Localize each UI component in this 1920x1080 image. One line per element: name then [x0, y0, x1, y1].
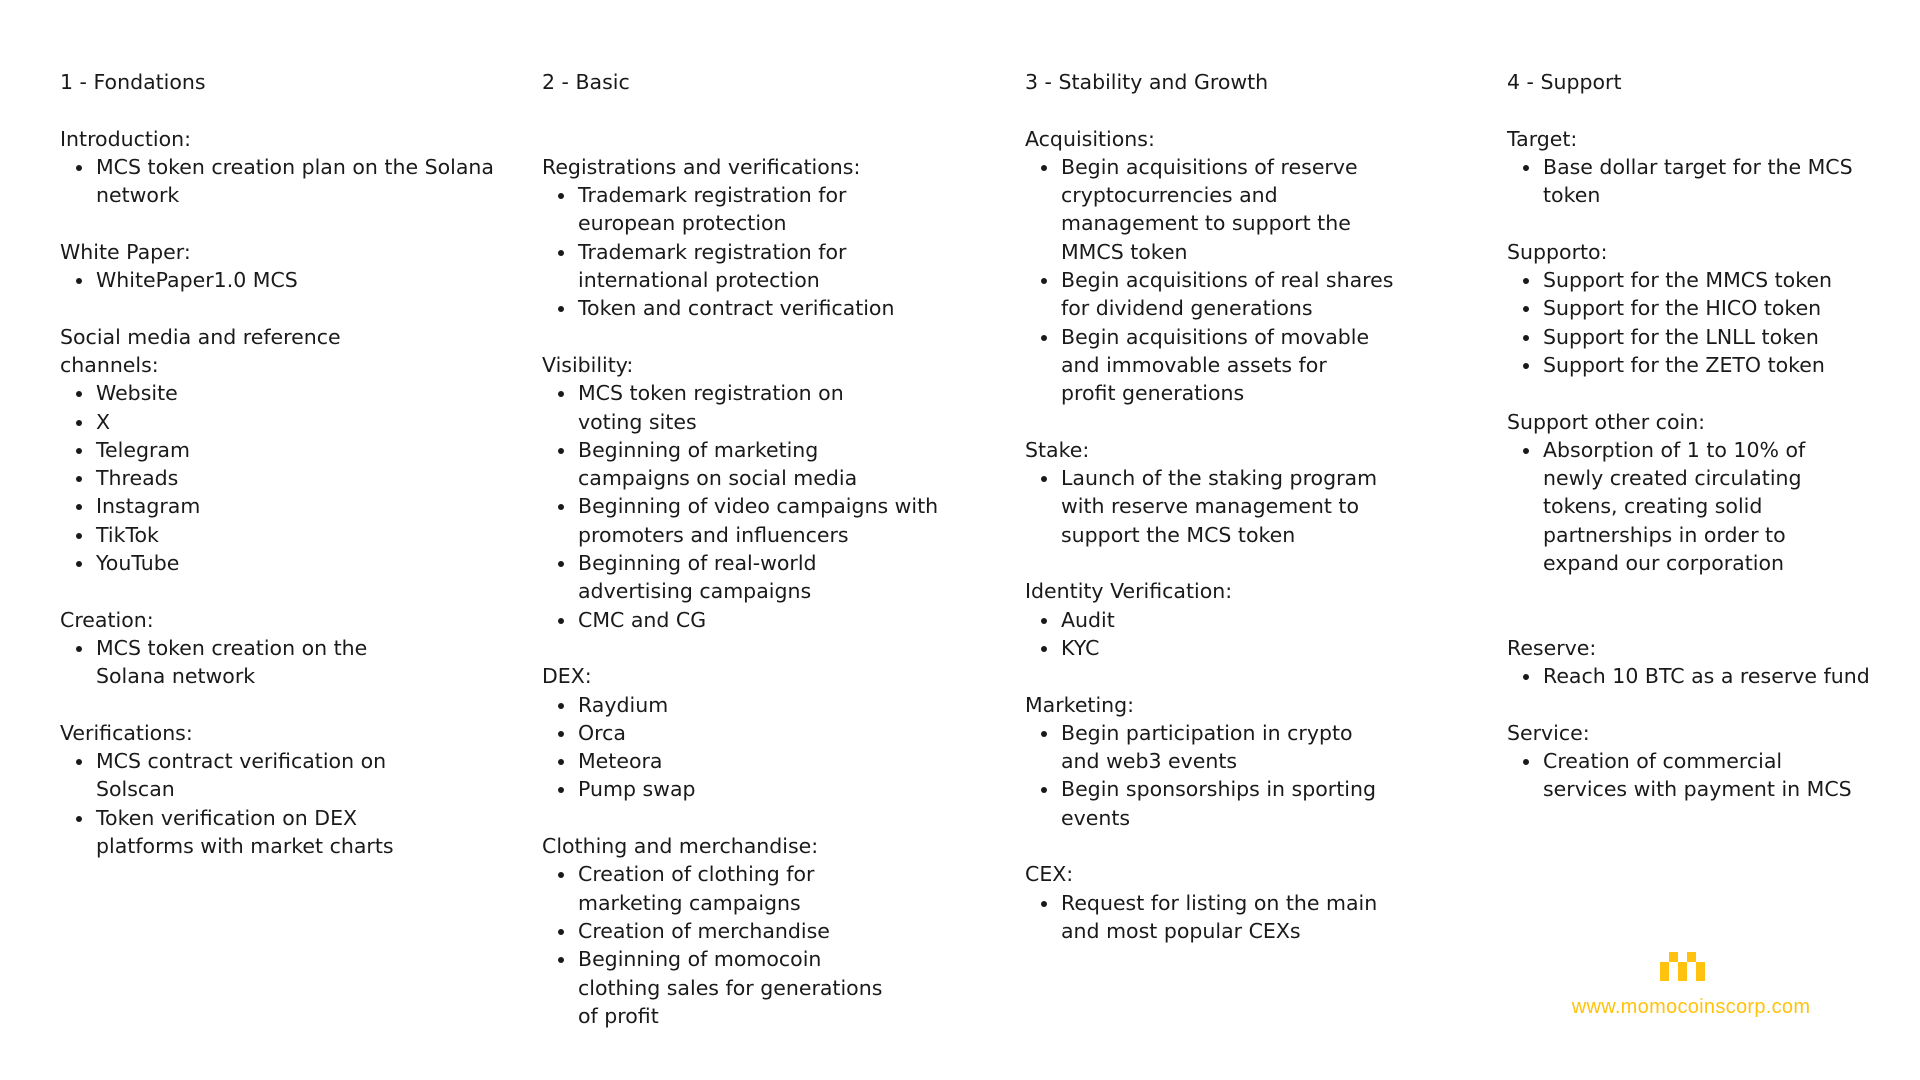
list-item: Creation of merchandise	[578, 917, 982, 945]
list-item: Creation of clothing for marketing campaigns	[578, 860, 848, 917]
section-creation	[60, 606, 500, 691]
list-item: Beginning of real-world advertising campaigns	[578, 549, 878, 606]
list-item: Support for the MMCS token	[1543, 266, 1920, 294]
list-item: YouTube	[96, 549, 390, 577]
list-item: Raydium	[578, 691, 982, 719]
section-heading: Introduction:	[60, 126, 192, 151]
section-heading: Clothing and merchandise:	[542, 834, 819, 859]
section-acquisitions	[1025, 125, 1465, 408]
section-heading: DEX:	[542, 664, 592, 689]
section-heading: Visibility:	[542, 352, 634, 377]
list-item: Base dollar target for the MCS token	[1543, 153, 1873, 210]
section-marketing	[1025, 691, 1465, 832]
list-item: Pump swap	[578, 775, 982, 803]
list-item: TikTok	[96, 521, 390, 549]
list-item: Begin acquisitions of movable and immovable assets for profit generations	[1061, 323, 1381, 408]
list-item: Trademark registration for international protection	[578, 238, 868, 295]
list-item: KYC	[1061, 634, 1465, 662]
list-item: CMC and CG	[578, 606, 982, 634]
section-heading: White Paper:	[60, 239, 191, 264]
section-heading: Social media and reference channels:	[60, 324, 341, 377]
list-item: Trademark registration for european protection	[578, 181, 868, 238]
list-item: Orca	[578, 719, 982, 747]
list-item: Begin acquisitions of reserve cryptocurrencies and management to support the MMCS token	[1061, 153, 1361, 266]
column-title: 4 - Support	[1507, 70, 1622, 94]
section-target	[1507, 125, 1920, 210]
column-support	[1507, 68, 1920, 804]
section-heading: Supporto:	[1507, 239, 1608, 264]
section-service	[1507, 719, 1920, 804]
list-item: MCS token creation on the Solana network	[96, 634, 396, 691]
list-item: MCS token creation plan on the Solana network	[96, 153, 500, 210]
section-cex	[1025, 860, 1465, 945]
section-social-media	[60, 323, 390, 578]
list-item: Request for listing on the main and most popular CEXs	[1061, 889, 1401, 946]
list-item: Creation of commercial services with payment in MCS	[1543, 747, 1863, 804]
list-item: Instagram	[96, 492, 390, 520]
list-item: MCS token registration on voting sites	[578, 379, 868, 436]
list-item: Reach 10 BTC as a reserve fund	[1543, 662, 1920, 690]
section-verifications	[60, 719, 500, 860]
list-item: Support for the LNLL token	[1543, 323, 1920, 351]
list-item: Beginning of video campaigns with promoters and influencers	[578, 492, 948, 549]
section-heading: Verifications:	[60, 720, 193, 745]
section-white-paper	[60, 238, 500, 295]
list-item: Audit	[1061, 606, 1465, 634]
list-item: WhitePaper1.0 MCS	[96, 266, 500, 294]
list-item: Begin participation in crypto and web3 events	[1061, 719, 1381, 776]
list-item: Token verification on DEX platforms with market charts	[96, 804, 426, 861]
column-title: 3 - Stability and Growth	[1025, 70, 1269, 94]
section-stake	[1025, 436, 1465, 549]
list-item: Token and contract verification	[578, 294, 982, 322]
list-item: Begin sponsorships in sporting events	[1061, 775, 1401, 832]
section-heading: Identity Verification:	[1025, 579, 1233, 604]
section-heading: Support other coin:	[1507, 409, 1706, 434]
section-support-other-coin	[1507, 408, 1920, 578]
section-heading: Marketing:	[1025, 692, 1135, 717]
website-link[interactable]: www.momocoinscorp.com	[1571, 996, 1811, 1018]
list-item: Launch of the staking program with reserve management to support the MCS token	[1061, 464, 1391, 549]
section-heading: Acquisitions:	[1025, 126, 1155, 151]
column-title: 2 - Basic	[542, 70, 630, 94]
column-stability-growth	[1025, 68, 1465, 945]
section-heading: Stake:	[1025, 437, 1090, 462]
section-reserve	[1507, 634, 1920, 691]
section-identity-verification	[1025, 577, 1465, 662]
list-item: Support for the HICO token	[1543, 294, 1920, 322]
section-supporto	[1507, 238, 1920, 379]
section-heading: CEX:	[1025, 862, 1074, 887]
column-title: 1 - Fondations	[60, 70, 206, 94]
list-item: Threads	[96, 464, 390, 492]
list-item: Begin acquisitions of real shares for dividend generations	[1061, 266, 1401, 323]
list-item: MCS contract verification on Solscan	[96, 747, 426, 804]
section-registrations	[542, 153, 982, 323]
list-item: Beginning of momocoin clothing sales for generations of profit	[578, 945, 908, 1030]
momocoin-logo-icon	[1660, 952, 1706, 981]
section-introduction	[60, 125, 500, 210]
list-item: X	[96, 408, 390, 436]
section-heading: Registrations and verifications:	[542, 154, 861, 179]
list-item: Telegram	[96, 436, 390, 464]
section-heading: Service:	[1507, 720, 1590, 745]
section-visibility	[542, 351, 982, 634]
section-heading: Creation:	[60, 607, 154, 632]
list-item: Beginning of marketing campaigns on social media	[578, 436, 878, 493]
list-item: Website	[96, 379, 390, 407]
list-item: Meteora	[578, 747, 982, 775]
column-basic	[542, 68, 982, 1030]
column-fondations	[60, 68, 500, 860]
section-heading: Target:	[1507, 126, 1578, 151]
list-item: Absorption of 1 to 10% of newly created circulating tokens, creating solid partnerships in order to expand our corporation	[1543, 436, 1863, 577]
list-item: Support for the ZETO token	[1543, 351, 1920, 379]
section-clothing	[542, 832, 982, 1030]
section-heading: Reserve:	[1507, 635, 1597, 660]
section-dex	[542, 662, 982, 803]
